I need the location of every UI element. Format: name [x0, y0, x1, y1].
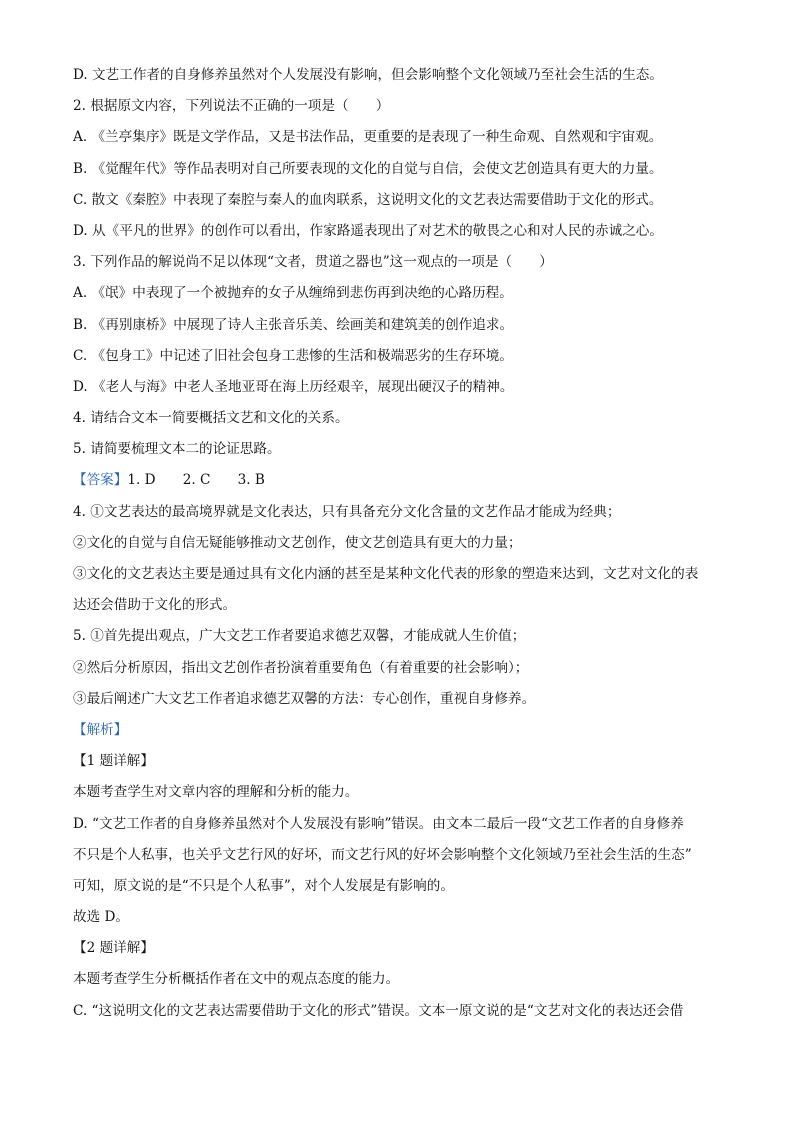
option-c-q2: C. 散文《秦腔》中表现了秦腔与秦人的血肉联系，这说明文化的文艺表达需要借助于文化的形式。 — [73, 191, 663, 208]
option-c-q3: C. 《包身工》中记述了旧社会包身工悲惨的生活和极端恶劣的生存环境。 — [73, 347, 513, 364]
answer-5-point-1: 5. ①首先提出观点，广大文艺工作者要追求德艺双馨，才能成就人生价值； — [73, 628, 526, 645]
option-d-q2: D. 从《平凡的世界》的创作可以看出，作家路遥表现出了对艺术的敬畏之心和对人民的赤诚之心。 — [73, 222, 663, 239]
option-a-q2: A. 《兰亭集序》既是文学作品，又是书法作品，更重要的是表现了一种生命观、自然观和宇宙观。 — [73, 129, 663, 146]
answer-label: 【答案】 — [73, 472, 128, 489]
option-d-q1: D. 文艺工作者的自身修养虽然对个人发展没有影响，但会影响整个文化领域乃至社会生活的生态。 — [73, 67, 663, 83]
answer-line — [73, 465, 723, 496]
answer-4-point-3: ③文化的文艺表达主要是通过具有文化内涵的甚至是某种文化代表的形象的塑造来达到，文艺对文化的表 — [73, 566, 699, 582]
answer-5-point-3: ③最后阐述广大文艺工作者追求德艺双馨的方法：专心创作，重视自身修养。 — [73, 690, 536, 707]
answer-4-point-2: ②文化的自觉与自信无疑能够推动文艺创作，使文艺创造具有更大的力量； — [73, 534, 522, 551]
detail-1-line-3: 不只是个人私事，也关乎文艺行风的好坏，而文艺行风的好坏会影响整个文化领域乃至社会生活的生态” — [73, 846, 692, 863]
answer-text: 1. D 2. C 3. B — [127, 472, 265, 489]
question-3: 3. 下列作品的解说尚不足以体现“文者，贯道之器也”这一观点的一项是（ ） — [73, 254, 553, 271]
answer-5-point-2: ②然后分析原因，指出文艺创作者扮演着重要角色（有着重要的社会影响）； — [73, 659, 529, 676]
option-d-q3: D. 《老人与海》中老人圣地亚哥在海上历经艰辛，展现出硬汉子的精神。 — [73, 378, 514, 395]
detail-2-label: 【2 题详解】 — [73, 940, 154, 957]
answer-4-point-1: 4. ①文艺表达的最高境界就是文化表达，只有具备充分文化含量的文艺作品才能成为经典； — [73, 503, 621, 520]
detail-2-line-1: 本题考查学生分析概括作者在文中的观点态度的能力。 — [73, 971, 400, 988]
detail-1-label: 【1 题详解】 — [73, 753, 154, 770]
detail-2-line-2: C. “这说明文化的文艺表达需要借助于文化的形式”错误。文本一原文说的是“文艺对文化的表达还会借 — [73, 1002, 684, 1019]
document-page — [73, 60, 723, 1027]
detail-1-line-2: D. “文艺工作者的自身修养虽然对个人发展没有影响”错误。由文本二最后一段“文艺工作者的自身修养 — [73, 815, 684, 832]
detail-1-line-1: 本题考查学生对文章内容的理解和分析的能力。 — [73, 784, 359, 801]
option-b-q2: B. 《觉醒年代》等作品表明对自己所要表现的文化的自觉与自信，会使文艺创造具有更大的力量。 — [73, 160, 663, 177]
question-5: 5. 请简要梳理文本二的论证思路。 — [73, 441, 281, 458]
option-a-q3: A. 《氓》中表现了一个被抛弃的女子从缠绵到悲伤再到决绝的心路历程。 — [73, 285, 513, 302]
question-4: 4. 请结合文本一简要概括文艺和文化的关系。 — [73, 410, 349, 427]
option-b-q3: B. 《再别康桥》中展现了诗人主张音乐美、绘画美和建筑美的创作追求。 — [73, 316, 514, 333]
detail-1-line-4: 可知，原文说的是“不只是个人私事”，对个人发展是有影响的。 — [73, 877, 454, 894]
question-2: 2. 根据原文内容，下列说法不正确的一项是（ ） — [73, 98, 390, 115]
analysis-label: 【解析】 — [73, 721, 128, 738]
answer-4-point-3-cont: 达还会借助于文化的形式。 — [73, 597, 237, 614]
detail-1-line-5: 故选 D。 — [73, 909, 130, 926]
